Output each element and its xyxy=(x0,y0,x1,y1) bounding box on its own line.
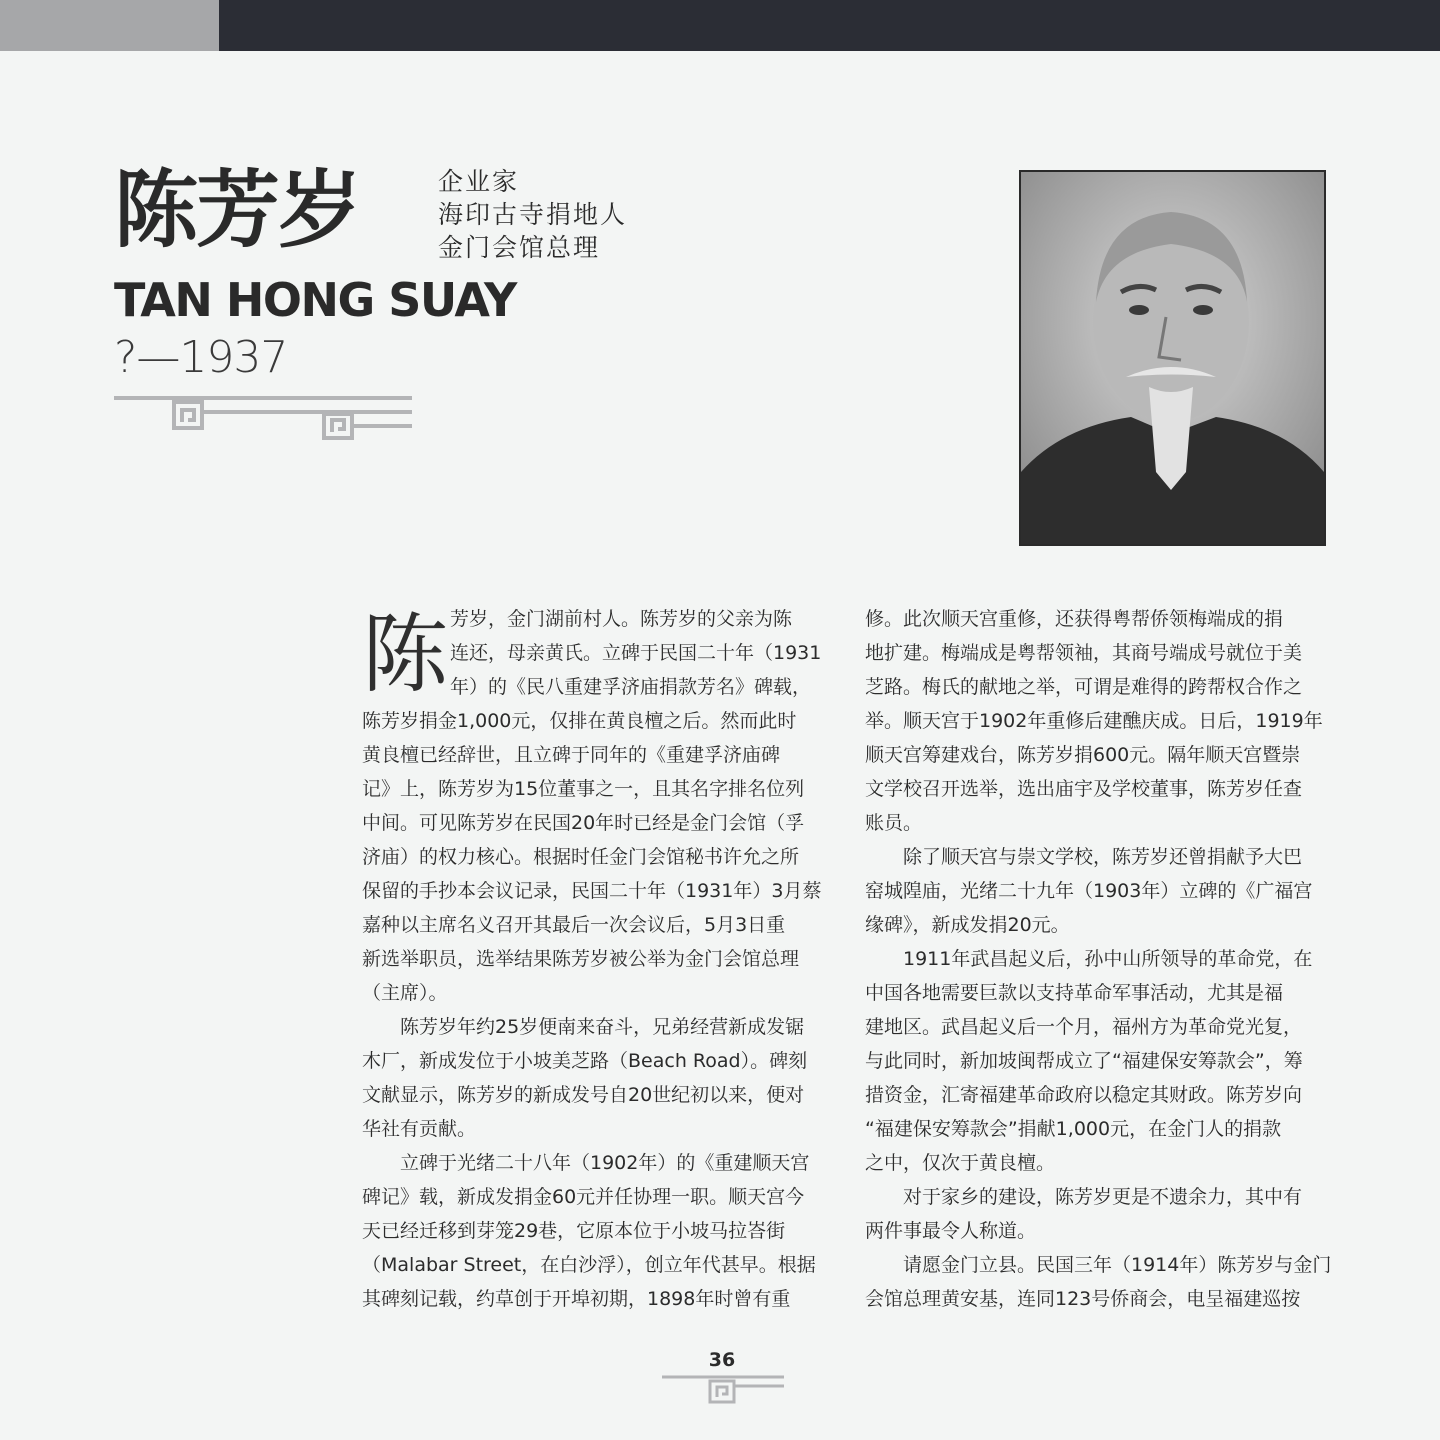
article-column-right xyxy=(865,602,1330,1316)
role-line: 海印古寺捐地人 xyxy=(438,200,628,229)
text-line: 与此同时，新加坡闽帮成立了“福建保安筹款会”，筹 xyxy=(865,1050,1303,1072)
text-line-indented: 1911年武昌起义后，孙中山所领导的革命党，在 xyxy=(903,948,1313,970)
text-line-indented: 立碑于光绪二十八年（1902年）的《重建顺天宫 xyxy=(400,1152,810,1174)
text-line: 黄良檀已经辞世，且立碑于同年的《重建孚济庙碑 xyxy=(362,744,781,766)
text-line: 嘉种以主席名义召开其最后一次会议后，5月3日重 xyxy=(362,914,786,936)
article-column-left xyxy=(362,602,827,1316)
text-line: 木厂，新成发位于小坡美芝路（Beach Road）。碑刻 xyxy=(362,1050,808,1072)
text-line: 济庙）的权力核心。根据时任金门会馆秘书许允之所 xyxy=(362,846,800,868)
text-line-indented: 请愿金门立县。民国三年（1914年）陈芳岁与金门 xyxy=(903,1254,1332,1276)
role-line: 企业家 xyxy=(438,167,520,196)
text-line: 记》上，陈芳岁为15位董事之一，且其名字排名位列 xyxy=(362,778,805,800)
text-line: 措资金，汇寄福建革命政府以稳定其财政。陈芳岁向 xyxy=(865,1084,1303,1106)
chinese-name-title: 陈芳岁 xyxy=(114,161,361,259)
footer-fret-ornament-icon xyxy=(660,1372,786,1406)
text-line: 文献显示，陈芳岁的新成发号自20世纪初以来，便对 xyxy=(362,1084,805,1106)
text-line: （主席）。 xyxy=(362,982,448,1004)
top-bar xyxy=(219,0,1440,51)
text-line-indented: 陈芳岁年约25岁便南来奋斗，兄弟经营新成发锯 xyxy=(400,1016,805,1038)
text-line: 陈芳岁捐金1,000元，仅排在黄良檀之后。然而此时 xyxy=(362,710,797,732)
text-line: 窑城隍庙，光绪二十九年（1903年）立碑的《广福宫 xyxy=(865,880,1313,902)
text-line: 之中，仅次于黄良檀。 xyxy=(865,1152,1056,1174)
text-line: 芳岁，金门湖前村人。陈芳岁的父亲为陈 xyxy=(450,608,793,630)
text-line: 顺天宫筹建戏台，陈芳岁捐600元。隔年顺天宫暨崇 xyxy=(865,744,1301,766)
text-line: 会馆总理黄安基，连同123号侨商会，电呈福建巡按 xyxy=(865,1288,1301,1310)
text-line: 新选举职员，选举结果陈芳岁被公举为金门会馆总理 xyxy=(362,948,800,970)
top-bar-accent xyxy=(0,0,219,51)
roles-list xyxy=(438,165,627,264)
text-line: 碑记》载，新成发捐金60元并任协理一职。顺天宫今 xyxy=(362,1186,805,1208)
life-years: ?—1937 xyxy=(114,332,288,383)
text-line: 其碑刻记载，约草创于开埠初期，1898年时曾有重 xyxy=(362,1288,791,1310)
text-line: 保留的手抄本会议记录，民国二十年（1931年）3月蔡 xyxy=(362,880,822,902)
text-line: 文学校召开选举，选出庙宇及学校董事，陈芳岁任查 xyxy=(865,778,1303,800)
page-number: 36 xyxy=(708,1349,736,1371)
english-name-title: TAN HONG SUAY xyxy=(114,273,516,327)
text-line-indented: 对于家乡的建设，陈芳岁更是不遗余力，其中有 xyxy=(903,1186,1303,1208)
text-line: 缘碑》，新成发捐20元。 xyxy=(865,914,1070,936)
portrait-photo xyxy=(1019,170,1326,546)
text-line: 地扩建。梅端成是粤帮领袖，其商号端成号就位于美 xyxy=(865,642,1303,664)
text-line: 账员。 xyxy=(865,812,923,834)
text-line: 中国各地需要巨款以支持革命军事活动，尤其是福 xyxy=(865,982,1284,1004)
text-line: 年）的《民八重建孚济庙捐款芳名》碑载， xyxy=(450,676,812,698)
text-line: 建地区。武昌起义后一个月，福州方为革命党光复， xyxy=(865,1016,1303,1038)
role-line: 金门会馆总理 xyxy=(438,233,601,262)
text-line: “福建保安筹款会”捐献1,000元，在金门人的捐款 xyxy=(865,1118,1282,1140)
portrait-photo-icon xyxy=(1021,172,1324,544)
text-line: 两件事最令人称道。 xyxy=(865,1220,1037,1242)
fret-ornament-icon xyxy=(112,392,417,442)
text-line-indented: 除了顺天宫与崇文学校，陈芳岁还曾捐献予大巴 xyxy=(903,846,1303,868)
text-line: 修。此次顺天宫重修，还获得粤帮侨领梅端成的捐 xyxy=(865,608,1284,630)
text-line: 连还，母亲黄氏。立碑于民国二十年（1931 xyxy=(450,642,822,664)
text-line: （Malabar Street，在白沙浮），创立年代甚早。根据 xyxy=(362,1254,816,1276)
text-line: 华社有贡献。 xyxy=(362,1118,477,1140)
text-line: 中间。可见陈芳岁在民国20年时已经是金门会馆（孚 xyxy=(362,812,805,834)
text-line: 芝路。梅氏的献地之举，可谓是难得的跨帮权合作之 xyxy=(865,676,1303,698)
text-line: 天已经迁移到芽笼29巷，它原本位于小坡马拉峇街 xyxy=(362,1220,786,1242)
drop-cap: 陈 xyxy=(362,605,448,705)
text-line: 举。顺天宫于1902年重修后建醮庆成。日后，1919年 xyxy=(865,710,1323,732)
